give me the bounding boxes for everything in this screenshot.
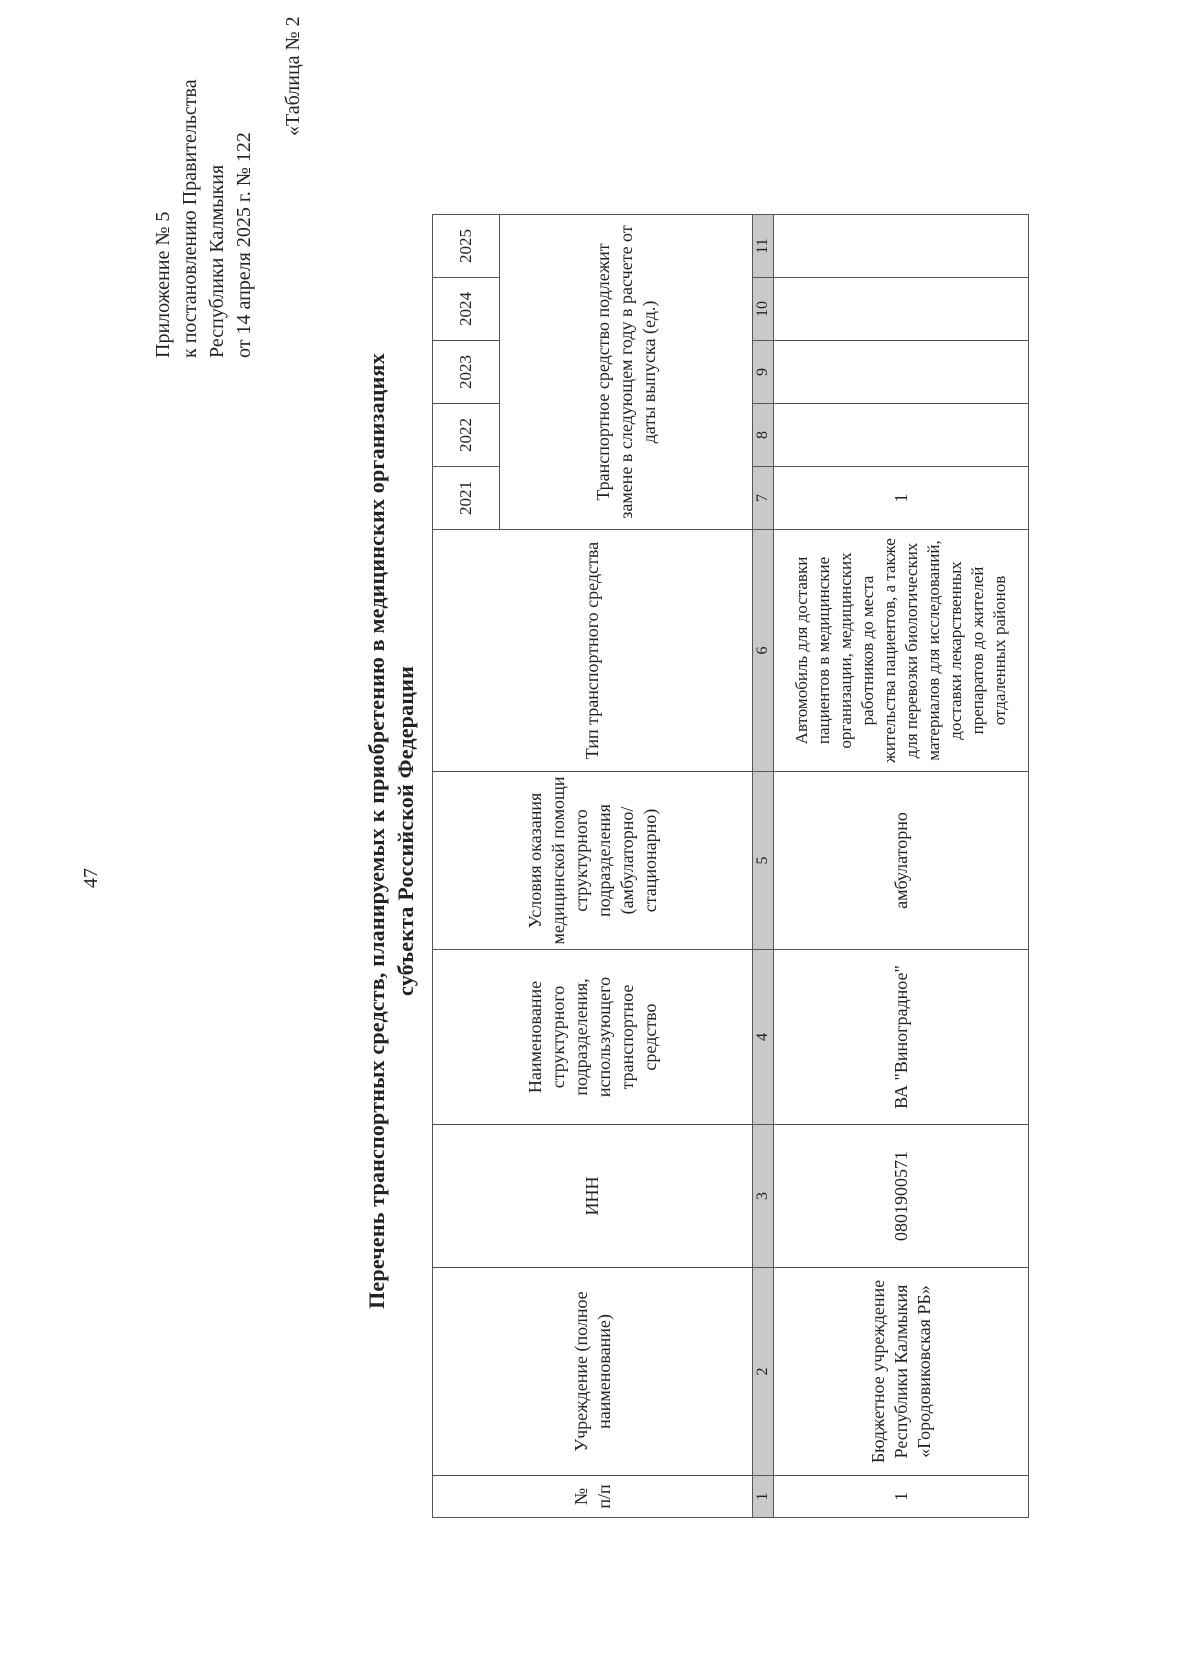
document-title [362,266,420,1396]
column-number: 10 [753,278,774,341]
column-number: 2 [753,1268,774,1476]
column-number: 5 [753,772,774,950]
title-line-2: субъекта Российской Федерации [393,666,418,996]
column-number: 1 [753,1476,774,1518]
appendix-line-3: Республики Калмыкия [206,164,228,358]
header-num: № п/п [433,1476,753,1518]
row-conditions: амбулаторно [774,772,1029,950]
page-number: 47 [80,868,102,888]
row-year-2024 [774,278,1029,341]
header-year-2023: 2023 [433,341,500,404]
header-year-2025: 2025 [433,215,500,278]
column-number-row [753,215,774,1518]
header-year-2022: 2022 [433,404,500,467]
header-row [433,215,500,1518]
title-line-1: Перечень транспортных средств, планируемых к приобретению в медицинских организациях [364,353,389,1309]
row-year-2021: 1 [774,467,1029,530]
row-year-2025 [774,215,1029,278]
column-number: 6 [753,530,774,772]
header-year-2024: 2024 [433,278,500,341]
header-vehicle-type: Тип транспортного средства [433,530,753,772]
row-subdivision: ВА "Виноградное" [774,950,1029,1125]
header-conditions: Условия оказания медицинской помощи структурного подразделения (амбулаторно/стационарно) [433,772,753,950]
header-subdivision: Наименование структурного подразделения, использующего транспортное средство [433,950,753,1125]
appendix-line-2: к постановлению Правительства [179,79,201,358]
column-number: 8 [753,404,774,467]
vehicles-table [432,214,1029,1518]
column-number: 11 [753,215,774,278]
row-year-2023 [774,341,1029,404]
appendix-line-4: от 14 апреля 2025 г. № 122 [233,132,255,358]
row-num: 1 [774,1476,1029,1518]
column-number: 9 [753,341,774,404]
row-institution: Бюджетное учреждение Республики Калмыкия «Городовиковская РБ» [774,1268,1029,1476]
header-inn: ИНН [433,1125,753,1268]
table-reference: «Таблица № 2 [282,16,304,136]
header-institution: Учреждение (полное наименование) [433,1268,753,1476]
header-year-2021: 2021 [433,467,500,530]
column-number: 4 [753,950,774,1125]
row-vehicle-type: Автомобиль для доставки пациентов в медицинские организации, медицинских работников до места жительства пациентов, а также для перевозки биологических материалов для исследований, доставки лекарственных препаратов до жителей отдаленных районов [774,530,1029,772]
appendix-line-1: Приложение № 5 [152,211,174,358]
row-inn: 0801900571 [774,1125,1029,1268]
table-row [774,215,1029,1518]
row-year-2022 [774,404,1029,467]
column-number: 7 [753,467,774,530]
column-number: 3 [753,1125,774,1268]
header-replacement: Транспортное средство подлежит замене в следующем году в расчете от даты выпуска (ед.) [500,215,753,530]
appendix-block [150,79,258,358]
